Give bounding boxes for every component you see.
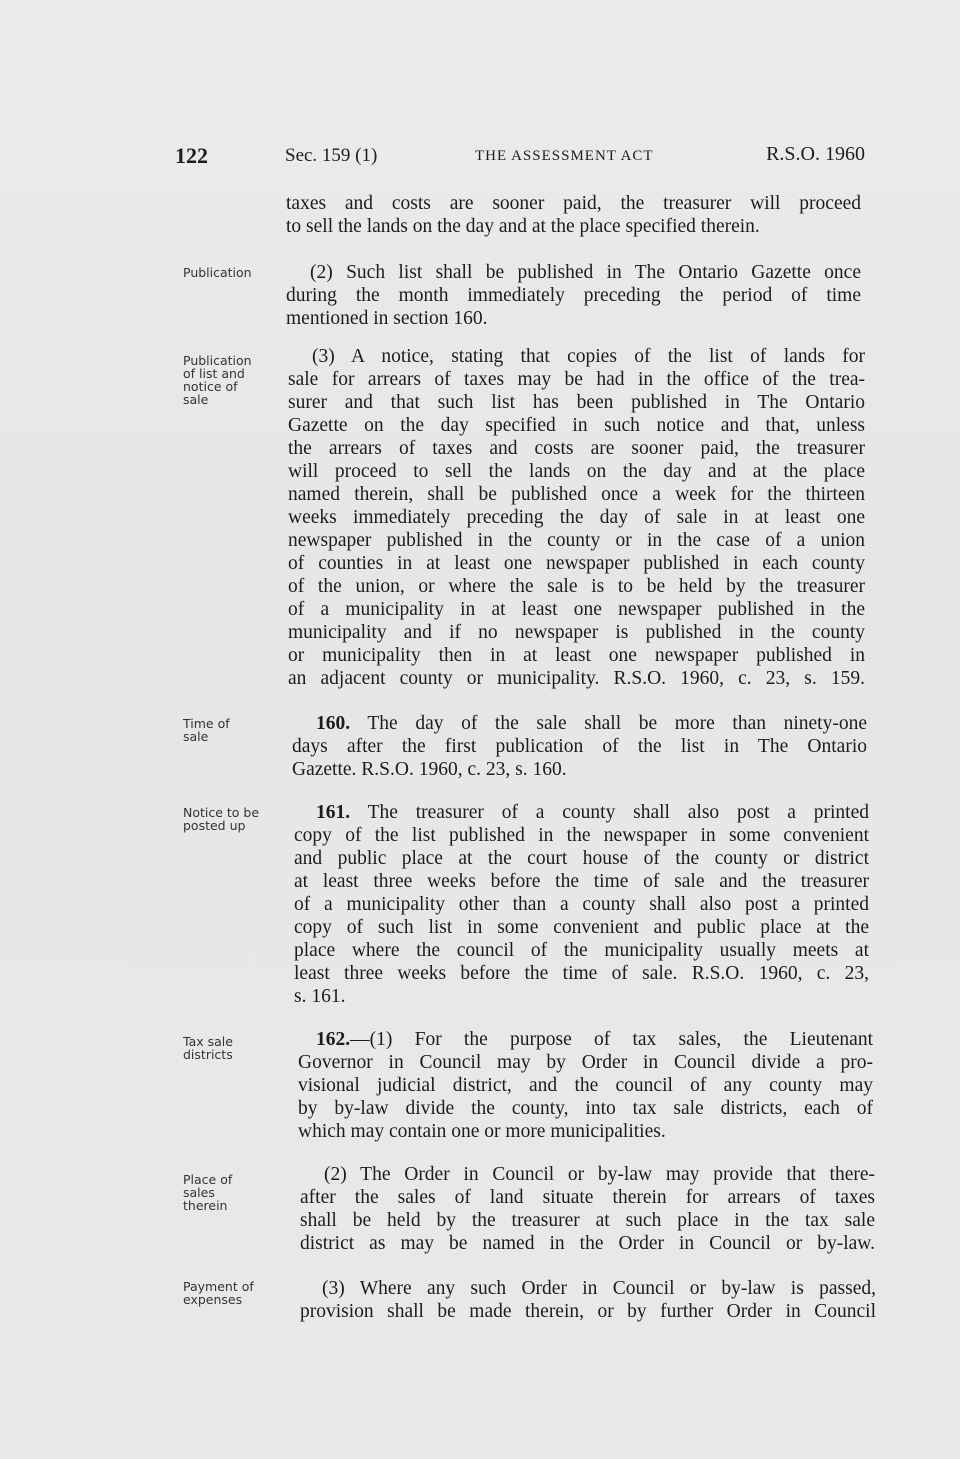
margin-note-notice-posted: Notice to be posted up <box>183 805 260 833</box>
paragraph-159-2: (2) Such list shall be published in The Ontario Gazette once during the month immediately preceding the period of time mentioned in section 160. <box>286 262 861 329</box>
running-header <box>175 143 865 173</box>
margin-note-publication: Publication <box>183 265 252 280</box>
margin-note-publication-of-list: Publication of list and notice of sale <box>183 353 252 407</box>
margin-note-tax-sale-districts: Tax sale districts <box>183 1034 233 1062</box>
paragraph-continuation: taxes and costs are sooner paid, the treasurer will proceed to sell the lands on the day and at the place specified therein. <box>286 193 861 237</box>
paragraph-160: 160. The day of the sale shall be more than ninety-one days after the first publication of the list in The Ontario Gazette. R.S.O. 1960, c. 23, s. 160. <box>292 713 867 780</box>
margin-note-time-of-sale: Time of sale <box>183 716 230 744</box>
margin-note-place-of-sales: Place of sales therein <box>183 1172 233 1213</box>
paragraph-161: 161. The treasurer of a county shall also post a printed copy of the list published in the newspaper in some convenient and public place at the court house of the county or district at least three weeks before the time of sale and the treasurer of a municipality other than a county shall also post a printed copy of such list in some convenient and public place at the place where the council of the municipality usually meets at least three weeks before the time of sale. R.S.O. 1960, c. 23, s. 161. <box>294 802 869 1007</box>
paragraph-162-1: 162.—(1) For the purpose of tax sales, the Lieutenant Governor in Council may by Order in Council divide a pro- visional judicial district, and the council of any county may by by-law divide the county, into tax sale districts, each of which may contain one or more municipalities. <box>298 1029 873 1142</box>
page-number: 122 <box>175 143 208 168</box>
section-reference: Sec. 159 (1) <box>285 145 378 166</box>
section-number-161: 161. <box>316 802 351 823</box>
section-number-160: 160. <box>316 713 351 734</box>
paragraph-159-3: (3) A notice, stating that copies of the list of lands for sale for arrears of taxes may be had in the office of the trea- surer and that such list has been published in The Ontario Gazette on the day specified in such notice and that, unless the arrears of taxes and costs are sooner paid, the treasurer will proceed to sell the lands on the day and at the place named therein, shall be published once a week for the thirteen weeks immediately preceding the day of sale in at least one newspaper published in the county or in the case of a union of counties in at least one newspaper published in each county of the union, or where the sale is to be held by the treasurer of a municipality in at least one newspaper published in the municipality and if no newspaper is published in the county or municipality then in at least one newspaper published in an adjacent county or municipality. R.S.O. 1960, c. 23, s. 159. <box>288 346 865 689</box>
revision-label: R.S.O. 1960 <box>766 143 865 165</box>
paragraph-162-2: (2) The Order in Council or by-law may provide that there- after the sales of land situate therein for arrears of taxes shall be held by the treasurer at such place in the tax sale district as may be named in the Order in Council or by-law. <box>300 1164 875 1254</box>
section-number-162: 162. <box>316 1029 351 1050</box>
paragraph-162-3: (3) Where any such Order in Council or by-law is passed, provision shall be made therein, or by further Order in Council <box>300 1278 876 1322</box>
margin-note-payment-of-expenses: Payment of expenses <box>183 1279 254 1307</box>
act-title: THE ASSESSMENT ACT <box>475 148 654 164</box>
